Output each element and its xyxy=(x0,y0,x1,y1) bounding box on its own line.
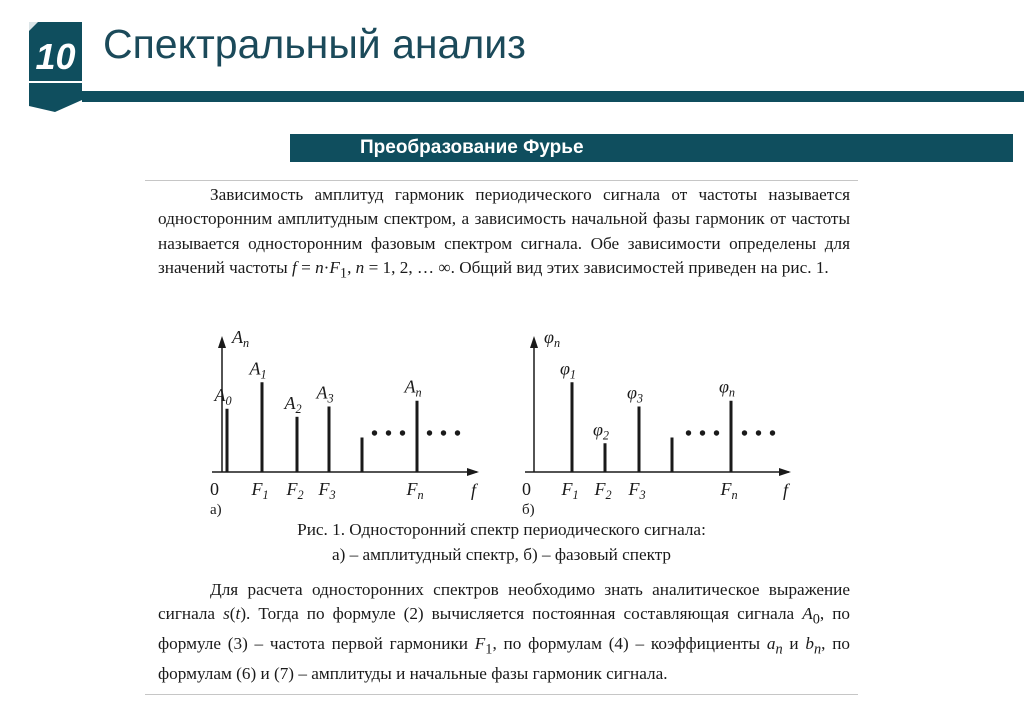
bar-label-sub: 3 xyxy=(636,391,644,406)
slide-number: 10 xyxy=(35,36,76,77)
x-axis-label xyxy=(783,480,791,500)
bar-label-main: φ xyxy=(592,419,603,440)
y-axis-label-sub: n xyxy=(243,336,250,350)
bar-label xyxy=(248,358,266,381)
bar-label-sub: n xyxy=(728,385,736,400)
var-b-sub: n xyxy=(813,641,822,658)
bar-label xyxy=(403,377,421,400)
bar-label xyxy=(560,358,576,381)
bar-label xyxy=(213,385,231,408)
bar-label-sub: 2 xyxy=(602,428,610,443)
bar-label-main: A xyxy=(249,358,261,379)
section-heading xyxy=(290,134,1013,162)
bar-label-sub: 1 xyxy=(569,367,577,382)
bar-label-main: φ xyxy=(626,382,637,403)
tick-label-sub: 3 xyxy=(329,488,336,502)
bar-label-main: A xyxy=(284,392,296,413)
x-axis-arrow xyxy=(779,468,791,476)
bar-label xyxy=(719,377,735,400)
details-text-4: , по формулам (4) – коэффициенты xyxy=(492,634,767,654)
tick-label-sub: 1 xyxy=(262,488,269,502)
tick-label xyxy=(627,479,645,502)
var-s: s xyxy=(223,604,230,624)
tick-label xyxy=(250,479,268,502)
caption-line-2: а) – амплитудный спектр, б) – фазовый спектр xyxy=(331,545,672,564)
origin-label: 0 xyxy=(210,479,219,499)
var-a-sub: n xyxy=(775,641,783,658)
tick-label-main: F xyxy=(406,479,418,499)
formula-range: = 1, 2, … ∞. xyxy=(364,258,460,278)
var-A: A xyxy=(802,604,813,624)
paragraph-details xyxy=(158,578,850,687)
ellipsis-top: • • • xyxy=(371,423,408,445)
tick-label-sub: n xyxy=(417,488,424,502)
y-axis-label xyxy=(544,331,560,350)
tick-label-sub: 3 xyxy=(639,488,646,502)
section-heading-text: Преобразование Фурье xyxy=(360,137,584,158)
tick-label xyxy=(719,479,737,502)
y-axis-arrow xyxy=(530,336,538,348)
document-page xyxy=(145,180,858,695)
bar-label-main: A xyxy=(316,382,328,403)
spectrum-figure xyxy=(145,331,858,531)
y-axis-label xyxy=(231,331,249,350)
details-text-1: Для расчета односторонних спектров необходимо знать аналитическое выражение сигнала xyxy=(158,580,850,624)
details-text-5: и xyxy=(782,634,806,654)
bar-label-sub: 2 xyxy=(295,401,302,416)
details-text-2: ). Тогда по формуле (2) вычисляется постоянная составляющая сигнала xyxy=(240,604,803,624)
tick-label-main: F xyxy=(286,479,298,499)
tick-label-sub: 1 xyxy=(572,488,579,502)
ellipsis-right: • • • xyxy=(741,423,778,445)
paragraph-intro xyxy=(158,183,850,286)
tick-label-sub: 2 xyxy=(297,488,304,502)
bar-label xyxy=(627,382,643,405)
tick-label-main: F xyxy=(594,479,606,499)
bar-label-sub: 3 xyxy=(327,391,334,406)
x-axis-label-main: f xyxy=(783,480,789,500)
x-axis-arrow xyxy=(467,468,479,476)
panel-label: б) xyxy=(522,502,535,518)
figure-caption xyxy=(145,517,858,567)
formula-n2: n xyxy=(355,258,365,278)
formula-dot: · xyxy=(323,258,330,278)
page-title: Спектральный анализ xyxy=(103,21,526,67)
var-a: a xyxy=(766,634,776,654)
var-b: b xyxy=(805,634,814,654)
tick-label xyxy=(317,479,335,502)
bar-label-main: A xyxy=(214,384,226,405)
var-t: t xyxy=(235,604,241,624)
var-A-sub: 0 xyxy=(812,611,820,628)
ellipsis-top: • • • xyxy=(685,423,722,445)
tick-label xyxy=(560,479,578,502)
tick-label xyxy=(285,479,303,502)
formula-F: F xyxy=(329,258,340,278)
tick-label-main: F xyxy=(561,479,573,499)
bar-label-sub: 0 xyxy=(225,393,232,408)
bar-label xyxy=(593,419,609,442)
phase-spectrum-chart xyxy=(522,331,791,518)
bar-label xyxy=(283,393,301,416)
details-paren-open: ( xyxy=(229,604,236,624)
spectrum-svg xyxy=(145,331,858,531)
bar-label xyxy=(315,382,333,405)
ellipsis-right: • • • xyxy=(426,423,463,445)
y-axis-arrow xyxy=(218,336,226,348)
x-axis-label xyxy=(471,480,479,500)
tick-label-main: F xyxy=(720,479,732,499)
details-text-6: , по формулам (6) и (7) – амплитуды и начальные фазы гармоник сигнала. xyxy=(158,634,850,684)
var-F-sub: 1 xyxy=(485,641,493,658)
bar-label-main: φ xyxy=(559,358,570,379)
formula-sep: , xyxy=(347,258,356,278)
intro-tail: Общий вид этих зависимостей приведен на рис. 1. xyxy=(459,258,829,278)
caption-line-1: Рис. 1. Односторонний спектр периодического сигнала: xyxy=(297,520,706,539)
tick-label-main: F xyxy=(318,479,330,499)
bar-label-main: A xyxy=(404,376,416,397)
formula-n: n xyxy=(315,258,324,278)
tick-label-main: F xyxy=(628,479,640,499)
tick-label xyxy=(593,479,611,502)
formula-F-sub: 1 xyxy=(339,265,348,282)
y-axis-label-main: φ xyxy=(544,331,554,347)
x-axis-label-main: f xyxy=(471,480,477,500)
bar-label-sub: n xyxy=(415,385,422,400)
y-axis-label-sub: n xyxy=(553,336,561,350)
panel-label: а) xyxy=(210,502,222,518)
var-F: F xyxy=(474,634,486,654)
tick-label xyxy=(405,479,423,502)
formula-eq: = xyxy=(296,258,316,278)
tick-label-sub: 2 xyxy=(605,488,612,502)
formula-f: f xyxy=(292,258,297,278)
header-rule xyxy=(82,91,1024,102)
bar-label-main: φ xyxy=(718,376,729,397)
intro-text: Зависимость амплитуд гармоник периодического сигнала от частоты называется односторонним амплитудным спектром, а зависимость начальной фазы гармоник от частоты называется односторонним фазовым спектром сигнала. Обе зависимости определены для значений частоты xyxy=(158,185,850,278)
origin-label: 0 xyxy=(522,479,531,499)
y-axis-label-main: A xyxy=(232,331,243,347)
details-text-3: , по формуле (3) – частота первой гармоники xyxy=(158,604,850,654)
tick-label-sub: n xyxy=(731,488,738,502)
slide-number-badge xyxy=(29,22,82,112)
amplitude-spectrum-chart xyxy=(210,331,479,518)
tick-label-main: F xyxy=(251,479,263,499)
bar-label-sub: 1 xyxy=(260,367,267,382)
